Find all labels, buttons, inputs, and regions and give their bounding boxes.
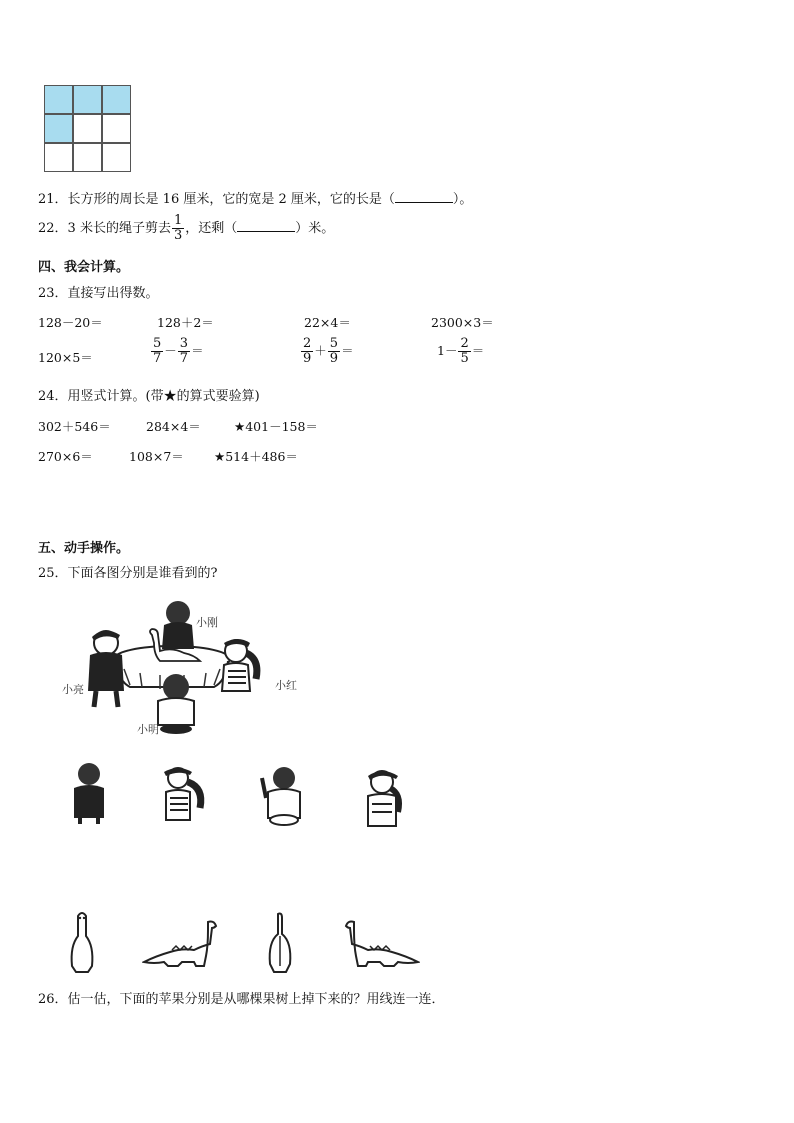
question-22 (38, 214, 334, 243)
numerator: 2 (460, 336, 469, 351)
operator: － (164, 343, 177, 358)
grid-cell-shaded (44, 114, 73, 143)
question-25-title: 25．下面各图分别是谁看到的? (38, 566, 218, 581)
fraction (178, 337, 190, 366)
numerator: 1 (173, 213, 183, 228)
calc-item-fraction (437, 337, 484, 366)
calc-item: ★401－158＝ (234, 419, 318, 434)
grid-cell (44, 143, 73, 172)
question-21 (38, 188, 472, 207)
question-26: 26．估一估，下面的苹果分别是从哪棵果树上掉下来的？用线连一连． (38, 992, 445, 1007)
grid-cell (102, 143, 131, 172)
question-23-title: 23．直接写出得数。 (38, 286, 159, 301)
calc-item: 270×6＝ (38, 449, 93, 464)
calc-item: 302＋546＝ (38, 419, 111, 434)
answer-blank[interactable] (395, 191, 453, 203)
operator: ＋ (314, 343, 327, 358)
prefix: 1－ (437, 343, 458, 358)
view-child-waving (256, 764, 308, 828)
dinosaur-front-view (64, 910, 100, 974)
numerator: 3 (179, 336, 189, 351)
denominator: 9 (329, 351, 339, 366)
dinosaur-back-view (262, 910, 298, 974)
fraction (328, 337, 340, 366)
denominator: 9 (303, 351, 312, 366)
grid-cell-shaded (102, 85, 131, 114)
denominator: 7 (153, 351, 162, 366)
denominator: 7 (179, 351, 189, 366)
section-heading-5: 五、动手操作。 (38, 541, 130, 556)
denominator: 5 (460, 351, 469, 366)
equals: ＝ (341, 343, 354, 358)
section-heading-4: 四、我会计算。 (38, 260, 130, 275)
calc-item-fraction (150, 337, 204, 366)
question-22-mid: ，还剩（ (185, 221, 238, 236)
dinosaur-side-view-left (142, 918, 220, 970)
question-21-text: 21．长方形的周长是 16 厘米，它的宽是 2 厘米，它的长是（ (38, 192, 395, 207)
fraction (151, 337, 163, 366)
answer-blank[interactable] (237, 220, 295, 232)
grid-cell-shaded (73, 85, 102, 114)
denominator: 3 (173, 228, 183, 243)
label-xiaogang: 小刚 (196, 616, 218, 629)
numerator: 5 (329, 336, 339, 351)
numerator: 2 (303, 336, 312, 351)
calc-item: 284×4＝ (146, 419, 201, 434)
calc-item: 128＋2＝ (157, 315, 214, 330)
dinosaur-side-view-right (342, 918, 420, 970)
grid-cell (102, 114, 131, 143)
question-22-pre: 22．3 米长的绳子剪去 (38, 221, 171, 236)
equals: ＝ (191, 343, 204, 358)
calc-item: 2300×3＝ (431, 315, 494, 330)
calc-item-fraction (300, 337, 354, 366)
grid-cell (73, 114, 102, 143)
equals: ＝ (471, 343, 485, 358)
shaded-grid-figure (44, 85, 130, 172)
fraction (301, 337, 313, 366)
numerator: 5 (153, 336, 162, 351)
grid-cell (73, 143, 102, 172)
calc-item: 108×7＝ (129, 449, 184, 464)
scene-illustration (60, 595, 310, 745)
view-child-cap-front (360, 764, 410, 832)
label-xiaoliang: 小亮 (62, 683, 84, 696)
view-child-back (70, 760, 108, 826)
question-21-end: ）。 (452, 192, 473, 207)
calc-item: 120×5＝ (38, 350, 93, 365)
fraction (458, 337, 470, 366)
fraction (172, 214, 184, 243)
calc-item: 128－20＝ (38, 315, 103, 330)
question-24-title: 24．用竖式计算。(带★的算式要验算) (38, 389, 260, 404)
calc-item: ★514＋486＝ (214, 449, 298, 464)
calc-item: 22×4＝ (304, 315, 351, 330)
view-child-cap-side (158, 762, 210, 828)
label-xiaohong: 小红 (275, 679, 297, 692)
grid-cell-shaded (44, 85, 73, 114)
question-22-end: ）米。 (295, 221, 335, 236)
label-xiaoming: 小明 (137, 723, 159, 736)
